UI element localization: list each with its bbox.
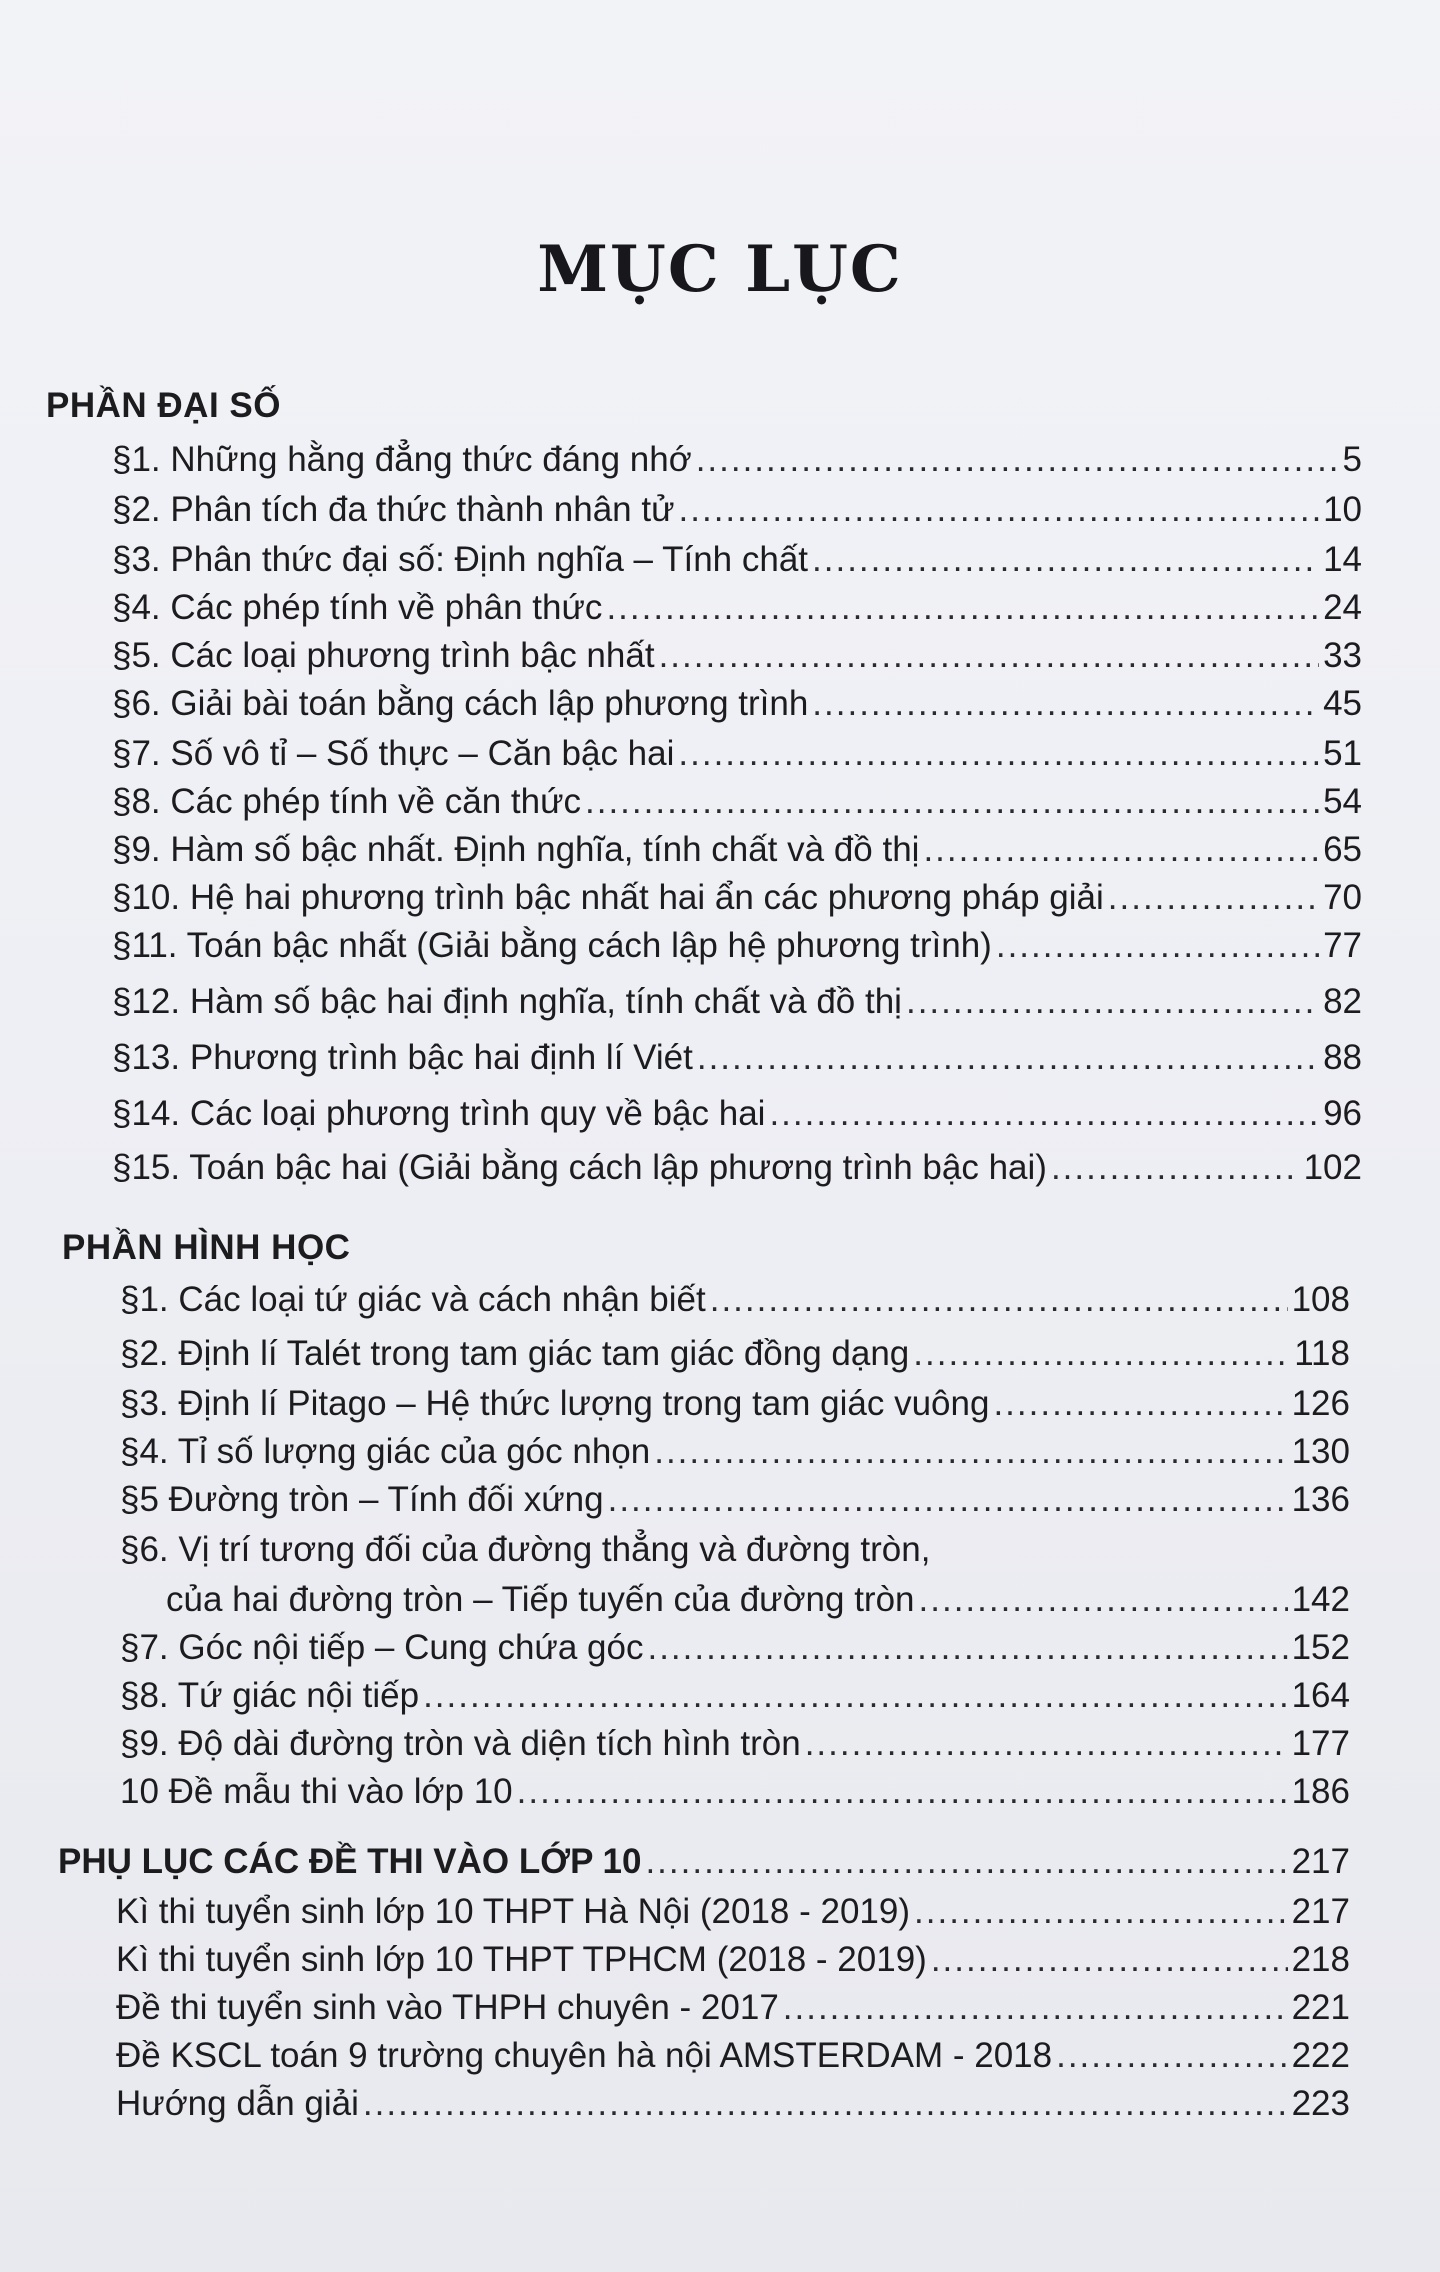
toc-entry-page: 130 [1291, 1432, 1350, 1471]
leader-dots [606, 588, 1319, 628]
toc-entry-page: 70 [1323, 878, 1362, 917]
toc-entry[interactable] [112, 636, 1362, 682]
toc-entry-title: §7. Góc nội tiếp – Cung chứa góc [120, 1628, 644, 1667]
toc-entry-page: 108 [1291, 1280, 1350, 1319]
toc-entry-title: §8. Các phép tính về căn thức [112, 782, 581, 821]
toc-entry-page: 96 [1323, 1094, 1362, 1133]
leader-dots [812, 684, 1319, 724]
toc-entry[interactable] [120, 1676, 1350, 1722]
toc-entry-title: 10 Đề mẫu thi vào lớp 10 [120, 1772, 513, 1811]
toc-entry-title: §9. Hàm số bậc nhất. Định nghĩa, tính chất và đồ thị [112, 830, 920, 869]
leader-dots [696, 440, 1339, 480]
toc-entry-title: §14. Các loại phương trình quy về bậc hai [112, 1094, 766, 1133]
toc-entry[interactable] [112, 926, 1362, 972]
toc-entry-page: 45 [1323, 684, 1362, 723]
toc-entry[interactable] [112, 1148, 1362, 1194]
toc-entry-page: 118 [1294, 1334, 1350, 1373]
leader-dots [645, 1842, 1287, 1882]
toc-entry-title: §8. Tứ giác nội tiếp [120, 1676, 420, 1715]
leader-dots [993, 1384, 1287, 1424]
toc-entry[interactable] [112, 1038, 1362, 1084]
toc-entry-page: 218 [1291, 1940, 1350, 1979]
leader-dots [363, 2084, 1288, 2124]
toc-entry-page: 24 [1323, 588, 1362, 627]
toc-entry[interactable] [120, 1628, 1350, 1674]
toc-entry-title: §3. Phân thức đại số: Định nghĩa – Tính chất [112, 540, 809, 579]
leader-dots [654, 1432, 1287, 1472]
leader-dots [805, 1724, 1288, 1764]
leader-dots [710, 1280, 1288, 1320]
toc-entry-title: Kì thi tuyển sinh lớp 10 THPT TPHCM (2018 - 2019) [116, 1940, 927, 1979]
toc-entry-page: 164 [1291, 1676, 1350, 1715]
toc-entry[interactable] [120, 1480, 1350, 1526]
toc-entry-title: §12. Hàm số bậc hai định nghĩa, tính chất và đồ thị [112, 982, 902, 1021]
toc-entry[interactable] [112, 540, 1362, 586]
toc-entry-title: §11. Toán bậc nhất (Giải bằng cách lập hệ phương trình) [112, 926, 992, 965]
toc-entry-page: 126 [1291, 1384, 1350, 1423]
toc-entry-continuation: của hai đường tròn – Tiếp tuyến của đường tròn [166, 1580, 915, 1619]
toc-entry-page: 142 [1291, 1580, 1350, 1619]
toc-entry-page: 177 [1291, 1724, 1350, 1763]
toc-entry[interactable] [120, 1280, 1350, 1326]
toc-entry-page: 88 [1323, 1038, 1362, 1077]
toc-entry[interactable] [120, 1724, 1350, 1770]
toc-entry[interactable] [112, 1094, 1362, 1140]
toc-entry[interactable] [112, 982, 1362, 1028]
toc-entry[interactable] [112, 782, 1362, 828]
section-heading-appendix: PHỤ LỤC CÁC ĐỀ THI VÀO LỚP 10 [58, 1842, 642, 1881]
toc-entry[interactable] [116, 1940, 1350, 1986]
section-heading-geometry: PHẦN HÌNH HỌC [62, 1228, 351, 1267]
leader-dots [1108, 878, 1319, 918]
toc-entry[interactable] [112, 830, 1362, 876]
toc-entry[interactable] [116, 2084, 1350, 2130]
toc-entry-title: §15. Toán bậc hai (Giải bằng cách lập phương trình bậc hai) [112, 1148, 1047, 1187]
toc-entry-title: §5 Đường tròn – Tính đối xứng [120, 1480, 604, 1519]
leader-dots [914, 1892, 1288, 1932]
leader-dots [697, 1038, 1319, 1078]
toc-entry-page: 221 [1291, 1988, 1350, 2027]
toc-entry-page: 102 [1303, 1148, 1362, 1187]
leader-dots [931, 1940, 1288, 1980]
toc-entry-title: §6. Vị trí tương đối của đường thẳng và đường tròn, [120, 1530, 931, 1569]
toc-entry[interactable] [116, 1892, 1350, 1938]
toc-entry[interactable] [116, 2036, 1350, 2082]
leader-dots [769, 1094, 1319, 1134]
toc-entry-title: §4. Tỉ số lượng giác của góc nhọn [120, 1432, 651, 1471]
toc-entry[interactable] [112, 490, 1362, 536]
leader-dots [423, 1676, 1288, 1716]
toc-entry-page: 33 [1323, 636, 1362, 675]
leader-dots [1056, 2036, 1287, 2076]
toc-entry[interactable] [112, 734, 1362, 780]
leader-dots [919, 1580, 1288, 1620]
toc-entry-title: §2. Định lí Talét trong tam giác tam giác đồng dạng [120, 1334, 910, 1373]
leader-dots [679, 490, 1320, 530]
leader-dots [517, 1772, 1288, 1812]
toc-entry-page: 136 [1291, 1480, 1350, 1519]
leader-dots [996, 926, 1319, 966]
toc-entry-page: 54 [1323, 782, 1362, 821]
toc-entry-page: 51 [1323, 734, 1362, 773]
leader-dots [659, 636, 1320, 676]
toc-entry[interactable] [112, 878, 1362, 924]
toc-entry-page: 217 [1291, 1892, 1350, 1931]
toc-entry-title: §2. Phân tích đa thức thành nhân tử [112, 490, 675, 529]
toc-entry-title: §9. Độ dài đường tròn và diện tích hình tròn [120, 1724, 801, 1763]
toc-entry-title: §7. Số vô tỉ – Số thực – Căn bậc hai [112, 734, 675, 773]
toc-entry[interactable] [112, 684, 1362, 730]
leader-dots [923, 830, 1319, 870]
toc-entry-page: 65 [1323, 830, 1362, 869]
toc-entry-title: §3. Định lí Pitago – Hệ thức lượng trong tam giác vuông [120, 1384, 990, 1423]
leader-dots [783, 1988, 1288, 2028]
toc-entry-page: 5 [1342, 440, 1362, 479]
leader-dots [812, 540, 1319, 580]
toc-entry[interactable] [58, 1842, 1350, 1888]
leader-dots [1051, 1148, 1300, 1188]
leader-dots [913, 1334, 1290, 1374]
toc-entry-page: 152 [1291, 1628, 1350, 1667]
toc-entry[interactable] [112, 588, 1362, 634]
toc-entry-page: 77 [1323, 926, 1362, 965]
toc-entry-title: §6. Giải bài toán bằng cách lập phương trình [112, 684, 809, 723]
toc-entry-title: §1. Những hằng đẳng thức đáng nhớ [112, 440, 692, 479]
toc-entry-title: §10. Hệ hai phương trình bậc nhất hai ẩn các phương pháp giải [112, 878, 1104, 917]
leader-dots [608, 1480, 1288, 1520]
toc-entry-page: 222 [1291, 2036, 1350, 2075]
section-heading-algebra: PHẦN ĐẠI SỐ [46, 386, 281, 425]
toc-entry[interactable] [120, 1772, 1350, 1818]
leader-dots [906, 982, 1319, 1022]
toc-entry-title: §5. Các loại phương trình bậc nhất [112, 636, 655, 675]
toc-entry-page: 217 [1291, 1842, 1350, 1881]
toc-entry-title: §4. Các phép tính về phân thức [112, 588, 603, 627]
toc-entry-title: §1. Các loại tứ giác và cách nhận biết [120, 1280, 706, 1319]
toc-entry-page: 186 [1291, 1772, 1350, 1811]
toc-entry-page: 82 [1323, 982, 1362, 1021]
toc-entry[interactable] [120, 1334, 1350, 1380]
toc-entry[interactable] [120, 1384, 1350, 1430]
toc-entry-page: 10 [1323, 490, 1362, 529]
page-title: MỤC LỤC [537, 232, 903, 307]
toc-entry-title: Đề KSCL toán 9 trường chuyên hà nội AMSTERDAM - 2018 [116, 2036, 1053, 2075]
leader-dots [585, 782, 1319, 822]
leader-dots [678, 734, 1319, 774]
toc-entry[interactable] [120, 1432, 1350, 1478]
leader-dots [647, 1628, 1287, 1668]
toc-entry-page: 14 [1323, 540, 1362, 579]
toc-entry-title: §13. Phương trình bậc hai định lí Viét [112, 1038, 693, 1077]
toc-entry[interactable] [112, 440, 1362, 486]
toc-entry-title: Kì thi tuyển sinh lớp 10 THPT Hà Nội (2018 - 2019) [116, 1892, 911, 1931]
toc-entry[interactable] [166, 1580, 1350, 1626]
toc-entry-page: 223 [1291, 2084, 1350, 2123]
toc-entry-title: Đề thi tuyển sinh vào THPH chuyên - 2017 [116, 1988, 779, 2027]
toc-entry-title: Hướng dẫn giải [116, 2084, 359, 2123]
toc-entry[interactable] [116, 1988, 1350, 2034]
